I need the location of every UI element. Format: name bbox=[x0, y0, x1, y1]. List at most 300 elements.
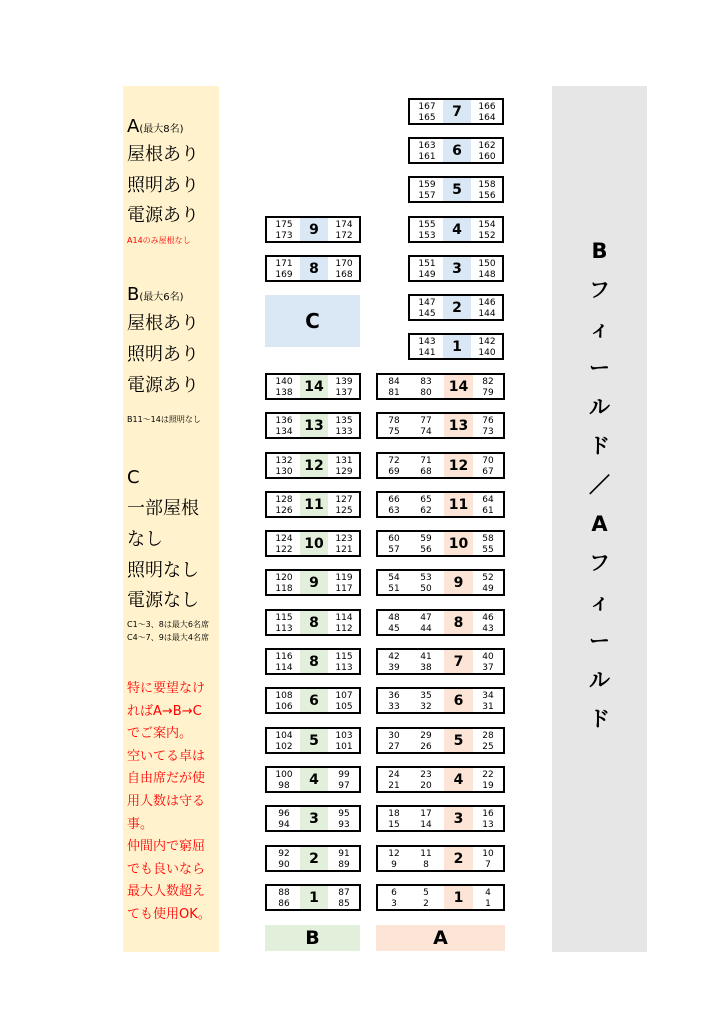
seat-number: 31 bbox=[482, 702, 494, 712]
legend-a-heading bbox=[127, 116, 184, 141]
seat-number: 2 bbox=[423, 899, 429, 909]
seat-number: 173 bbox=[275, 231, 293, 241]
seat-number: 44 bbox=[420, 624, 432, 634]
seat-number: 135 bbox=[335, 416, 353, 426]
seat-number: 1 bbox=[485, 899, 491, 909]
legend-a-line: 照明あり bbox=[127, 175, 199, 196]
seat-number: 172 bbox=[335, 231, 353, 241]
seat-number: 114 bbox=[275, 663, 293, 673]
area-c-label: C bbox=[265, 295, 360, 347]
seat-number: 67 bbox=[482, 467, 494, 477]
table-number: 1 bbox=[300, 886, 328, 909]
table-number: 9 bbox=[300, 218, 328, 241]
seat-number: 136 bbox=[275, 416, 293, 426]
seat-number: 96 bbox=[278, 809, 290, 819]
table-number: 7 bbox=[444, 650, 473, 673]
table-number: 4 bbox=[443, 218, 471, 241]
table-a[interactable] bbox=[376, 609, 505, 636]
table-b[interactable] bbox=[265, 452, 361, 479]
table-number: 6 bbox=[444, 689, 473, 712]
seat-number: 56 bbox=[420, 545, 432, 555]
seat-number: 30 bbox=[388, 731, 400, 741]
seat-number: 128 bbox=[275, 495, 293, 505]
table-number: 8 bbox=[300, 257, 328, 280]
table-number: 14 bbox=[444, 375, 473, 398]
seat-number: 73 bbox=[482, 427, 494, 437]
seat-number: 117 bbox=[335, 584, 353, 594]
seat-number: 121 bbox=[335, 545, 353, 555]
seat-number: 25 bbox=[482, 742, 494, 752]
seat-number: 16 bbox=[482, 809, 494, 819]
seat-number: 26 bbox=[420, 742, 432, 752]
table-b[interactable] bbox=[265, 805, 361, 832]
seat-number: 175 bbox=[275, 220, 293, 230]
seat-number: 100 bbox=[275, 770, 293, 780]
legend-c-heading: C bbox=[127, 467, 140, 488]
table-a[interactable] bbox=[376, 491, 505, 518]
legend-c-line: なし bbox=[127, 529, 163, 550]
seat-number: 70 bbox=[482, 456, 494, 466]
seat-number: 114 bbox=[335, 613, 353, 623]
seat-number: 113 bbox=[335, 663, 353, 673]
seat-number: 138 bbox=[275, 388, 293, 398]
seat-number: 115 bbox=[335, 652, 353, 662]
legend-a-note: A14のみ屋根なし bbox=[127, 236, 191, 245]
seat-number: 143 bbox=[418, 337, 436, 347]
legend-c-line: 一部屋根 bbox=[127, 498, 199, 519]
seat-number: 105 bbox=[335, 702, 353, 712]
field-label-text bbox=[552, 232, 647, 739]
seat-number: 18 bbox=[388, 809, 400, 819]
table-number: 7 bbox=[443, 100, 471, 123]
seat-number: 24 bbox=[388, 770, 400, 780]
seat-number: 153 bbox=[418, 231, 436, 241]
legend-a-line: 屋根あり bbox=[127, 144, 199, 165]
seat-number: 50 bbox=[420, 584, 432, 594]
table-number: 11 bbox=[444, 493, 473, 516]
table-a[interactable] bbox=[376, 648, 505, 675]
seat-number: 8 bbox=[423, 860, 429, 870]
seat-number: 10 bbox=[482, 849, 494, 859]
seat-number: 5 bbox=[423, 888, 429, 898]
table-a[interactable] bbox=[376, 412, 505, 439]
seat-number: 116 bbox=[275, 652, 293, 662]
seat-number: 162 bbox=[478, 141, 496, 151]
request-line: でご案内。 bbox=[127, 726, 193, 742]
table-b[interactable] bbox=[265, 648, 361, 675]
seat-number: 97 bbox=[338, 781, 350, 791]
seat-number: 145 bbox=[418, 309, 436, 319]
seat-number: 140 bbox=[275, 377, 293, 387]
seat-number: 78 bbox=[388, 416, 400, 426]
seat-number: 39 bbox=[388, 663, 400, 673]
seat-number: 21 bbox=[388, 781, 400, 791]
table-b[interactable] bbox=[265, 373, 361, 400]
seat-number: 77 bbox=[420, 416, 432, 426]
seat-number: 126 bbox=[275, 506, 293, 516]
seat-number: 36 bbox=[388, 691, 400, 701]
table-number: 13 bbox=[300, 414, 328, 437]
table-number: 1 bbox=[443, 335, 471, 358]
seat-number: 75 bbox=[388, 427, 400, 437]
seat-number: 29 bbox=[420, 731, 432, 741]
table-number: 9 bbox=[444, 571, 473, 594]
seat-number: 83 bbox=[420, 377, 432, 387]
table-number: 9 bbox=[300, 571, 328, 594]
table-number: 13 bbox=[444, 414, 473, 437]
seat-number: 43 bbox=[482, 624, 494, 634]
seat-number: 76 bbox=[482, 416, 494, 426]
seat-number: 92 bbox=[278, 849, 290, 859]
seat-number: 106 bbox=[275, 702, 293, 712]
table-b[interactable] bbox=[265, 609, 361, 636]
request-line: ても使用OK。 bbox=[127, 906, 211, 922]
seat-number: 42 bbox=[388, 652, 400, 662]
seat-number: 149 bbox=[418, 270, 436, 280]
table-number: 14 bbox=[300, 375, 328, 398]
seat-number: 20 bbox=[420, 781, 432, 791]
table-a[interactable] bbox=[376, 766, 505, 793]
table-c[interactable] bbox=[265, 255, 361, 282]
seat-number: 118 bbox=[275, 584, 293, 594]
seat-number: 37 bbox=[482, 663, 494, 673]
table-number: 8 bbox=[444, 611, 473, 634]
seat-number: 59 bbox=[420, 534, 432, 544]
request-line: 事。 bbox=[127, 816, 154, 832]
request-line: ればA→B→C bbox=[127, 703, 202, 719]
seat-number: 103 bbox=[335, 731, 353, 741]
seat-number: 22 bbox=[482, 770, 494, 780]
request-line: 用人数は守る bbox=[127, 793, 206, 809]
table-b[interactable] bbox=[265, 845, 361, 872]
seat-number: 129 bbox=[335, 467, 353, 477]
seat-number: 94 bbox=[278, 820, 290, 830]
field-label-char: ー bbox=[589, 629, 610, 653]
seat-number: 34 bbox=[482, 691, 494, 701]
seat-number: 112 bbox=[335, 624, 353, 634]
table-b[interactable] bbox=[265, 884, 361, 911]
table-number: 10 bbox=[300, 532, 328, 555]
seat-number: 11 bbox=[420, 849, 432, 859]
seat-number: 90 bbox=[278, 860, 290, 870]
seat-number: 122 bbox=[275, 545, 293, 555]
seat-number: 168 bbox=[335, 270, 353, 280]
seat-number: 163 bbox=[418, 141, 436, 151]
seat-number: 93 bbox=[338, 820, 350, 830]
seat-number: 154 bbox=[478, 220, 496, 230]
seat-number: 91 bbox=[338, 849, 350, 859]
table-number: 6 bbox=[300, 689, 328, 712]
seat-number: 53 bbox=[420, 573, 432, 583]
seat-number: 54 bbox=[388, 573, 400, 583]
seat-number: 170 bbox=[335, 259, 353, 269]
seat-number: 69 bbox=[388, 467, 400, 477]
seat-number: 14 bbox=[420, 820, 432, 830]
seat-number: 125 bbox=[335, 506, 353, 516]
legend-c-note: C4～7、9は最大4名席 bbox=[127, 633, 209, 642]
seat-number: 49 bbox=[482, 584, 494, 594]
table-number: 11 bbox=[300, 493, 328, 516]
legend-a-letter: A bbox=[127, 116, 140, 137]
table-a[interactable] bbox=[376, 727, 505, 754]
table-b[interactable] bbox=[265, 569, 361, 596]
seat-number: 40 bbox=[482, 652, 494, 662]
seat-number: 137 bbox=[335, 388, 353, 398]
table-a[interactable] bbox=[376, 452, 505, 479]
seat-number: 150 bbox=[478, 259, 496, 269]
seat-number: 133 bbox=[335, 427, 353, 437]
legend-a-line: 電源あり bbox=[127, 205, 199, 226]
table-number: 8 bbox=[300, 611, 328, 634]
table-number: 3 bbox=[300, 807, 328, 830]
table-a[interactable] bbox=[376, 884, 505, 911]
seat-number: 144 bbox=[478, 309, 496, 319]
seat-number: 102 bbox=[275, 742, 293, 752]
area-a-label: A bbox=[376, 925, 505, 951]
seat-number: 107 bbox=[335, 691, 353, 701]
seat-number: 140 bbox=[478, 348, 496, 358]
request-note bbox=[127, 678, 219, 927]
seat-number: 131 bbox=[335, 456, 353, 466]
table-number: 8 bbox=[300, 650, 328, 673]
area-b-label: B bbox=[265, 925, 360, 951]
legend-b-line: 照明あり bbox=[127, 344, 199, 365]
seat-number: 156 bbox=[478, 191, 496, 201]
seat-number: 4 bbox=[485, 888, 491, 898]
seat-number: 115 bbox=[275, 613, 293, 623]
legend-b-capacity: (最大6名) bbox=[139, 292, 184, 303]
seat-number: 152 bbox=[478, 231, 496, 241]
seat-number: 165 bbox=[418, 113, 436, 123]
seat-number: 62 bbox=[420, 506, 432, 516]
seat-number: 23 bbox=[420, 770, 432, 780]
table-b[interactable] bbox=[265, 491, 361, 518]
seat-number: 33 bbox=[388, 702, 400, 712]
seat-number: 155 bbox=[418, 220, 436, 230]
table-c[interactable] bbox=[408, 137, 504, 164]
seat-number: 157 bbox=[418, 191, 436, 201]
seat-number: 158 bbox=[478, 180, 496, 190]
seat-number: 89 bbox=[338, 860, 350, 870]
seat-number: 55 bbox=[482, 545, 494, 555]
table-c[interactable] bbox=[408, 216, 504, 243]
seat-number: 51 bbox=[388, 584, 400, 594]
field-label-char: ド bbox=[589, 707, 610, 731]
seat-number: 52 bbox=[482, 573, 494, 583]
seat-number: 9 bbox=[391, 860, 397, 870]
request-line: 仲間内で窮屈 bbox=[127, 839, 206, 855]
table-number: 1 bbox=[444, 886, 473, 909]
request-line: 自由席だが使 bbox=[127, 771, 206, 787]
seat-number: 27 bbox=[388, 742, 400, 752]
seat-number: 12 bbox=[388, 849, 400, 859]
seat-number: 68 bbox=[420, 467, 432, 477]
legend-c-line: 照明なし bbox=[127, 560, 199, 581]
seat-number: 148 bbox=[478, 270, 496, 280]
seat-number: 60 bbox=[388, 534, 400, 544]
seat-number: 79 bbox=[482, 388, 494, 398]
table-a[interactable] bbox=[376, 569, 505, 596]
seat-number: 32 bbox=[420, 702, 432, 712]
seat-number: 84 bbox=[388, 377, 400, 387]
seat-number: 46 bbox=[482, 613, 494, 623]
legend-b-line: 屋根あり bbox=[127, 313, 199, 334]
table-c[interactable] bbox=[408, 294, 504, 321]
table-b[interactable] bbox=[265, 766, 361, 793]
request-line: 最大人数超え bbox=[127, 884, 206, 900]
table-b[interactable] bbox=[265, 530, 361, 557]
seat-number: 120 bbox=[275, 573, 293, 583]
table-a[interactable] bbox=[376, 373, 505, 400]
seat-number: 151 bbox=[418, 259, 436, 269]
field-label-char: ル bbox=[589, 395, 610, 419]
seat-number: 174 bbox=[335, 220, 353, 230]
seat-number: 108 bbox=[275, 691, 293, 701]
seat-number: 61 bbox=[482, 506, 494, 516]
seat-number: 38 bbox=[420, 663, 432, 673]
seat-number: 101 bbox=[335, 742, 353, 752]
seat-number: 80 bbox=[420, 388, 432, 398]
table-number: 2 bbox=[300, 847, 328, 870]
table-a[interactable] bbox=[376, 687, 505, 714]
field-label-char: ィ bbox=[589, 317, 610, 341]
legend-b-heading bbox=[127, 284, 184, 309]
seat-number: 132 bbox=[275, 456, 293, 466]
seat-number: 86 bbox=[278, 899, 290, 909]
seat-number: 142 bbox=[478, 337, 496, 347]
table-number: 12 bbox=[300, 454, 328, 477]
seat-number: 161 bbox=[418, 152, 436, 162]
legend-b-line: 電源あり bbox=[127, 375, 199, 396]
field-label-char: フ bbox=[589, 278, 610, 302]
seat-number: 127 bbox=[335, 495, 353, 505]
table-number: 3 bbox=[443, 257, 471, 280]
legend-a-capacity: (最大8名) bbox=[139, 124, 184, 135]
seat-number: 13 bbox=[482, 820, 494, 830]
seat-number: 166 bbox=[478, 102, 496, 112]
seat-number: 169 bbox=[275, 270, 293, 280]
legend-c-line: 電源なし bbox=[127, 590, 199, 611]
seat-number: 74 bbox=[420, 427, 432, 437]
table-number: 10 bbox=[444, 532, 473, 555]
seat-number: 65 bbox=[420, 495, 432, 505]
seat-number: 63 bbox=[388, 506, 400, 516]
seat-number: 134 bbox=[275, 427, 293, 437]
table-b[interactable] bbox=[265, 727, 361, 754]
table-c[interactable] bbox=[408, 255, 504, 282]
seat-number: 95 bbox=[338, 809, 350, 819]
seat-number: 15 bbox=[388, 820, 400, 830]
seat-number: 17 bbox=[420, 809, 432, 819]
seat-number: 19 bbox=[482, 781, 494, 791]
seat-number: 104 bbox=[275, 731, 293, 741]
seat-number: 167 bbox=[418, 102, 436, 112]
seat-number: 139 bbox=[335, 377, 353, 387]
seat-number: 113 bbox=[275, 624, 293, 634]
table-number: 5 bbox=[300, 729, 328, 752]
table-number: 5 bbox=[443, 178, 471, 201]
seat-number: 82 bbox=[482, 377, 494, 387]
table-number: 12 bbox=[444, 454, 473, 477]
request-line: でも良いなら bbox=[127, 861, 206, 877]
seat-number: 124 bbox=[275, 534, 293, 544]
seat-number: 147 bbox=[418, 298, 436, 308]
table-c[interactable] bbox=[408, 333, 504, 360]
seat-number: 47 bbox=[420, 613, 432, 623]
table-number: 3 bbox=[444, 807, 473, 830]
seat-number: 48 bbox=[388, 613, 400, 623]
request-line: 特に要望なけ bbox=[127, 681, 206, 696]
seat-number: 28 bbox=[482, 731, 494, 741]
seat-number: 6 bbox=[391, 888, 397, 898]
table-c[interactable] bbox=[265, 216, 361, 243]
seat-number: 98 bbox=[278, 781, 290, 791]
seat-number: 85 bbox=[338, 899, 350, 909]
table-number: 2 bbox=[443, 296, 471, 319]
seat-number: 58 bbox=[482, 534, 494, 544]
seat-number: 141 bbox=[418, 348, 436, 358]
field-label-char: ー bbox=[589, 356, 610, 380]
table-a[interactable] bbox=[376, 530, 505, 557]
legend-b-note: B11～14は照明なし bbox=[127, 415, 201, 424]
seat-number: 99 bbox=[338, 770, 350, 780]
legend-panel bbox=[123, 86, 219, 952]
seat-number: 123 bbox=[335, 534, 353, 544]
table-number: 4 bbox=[300, 768, 328, 791]
seat-number: 171 bbox=[275, 259, 293, 269]
seat-number: 88 bbox=[278, 888, 290, 898]
legend-b-letter: B bbox=[127, 284, 140, 305]
field-label-char: A bbox=[591, 512, 608, 536]
field-label-char: B bbox=[591, 239, 608, 263]
legend-c-note: C1～3、8は最大6名席 bbox=[127, 620, 209, 629]
seat-number: 164 bbox=[478, 113, 496, 123]
seat-number: 3 bbox=[391, 899, 397, 909]
table-a[interactable] bbox=[376, 805, 505, 832]
seat-number: 159 bbox=[418, 180, 436, 190]
seat-number: 66 bbox=[388, 495, 400, 505]
seat-number: 130 bbox=[275, 467, 293, 477]
seat-number: 72 bbox=[388, 456, 400, 466]
table-number: 4 bbox=[444, 768, 473, 791]
table-b[interactable] bbox=[265, 687, 361, 714]
seat-number: 45 bbox=[388, 624, 400, 634]
table-a[interactable] bbox=[376, 845, 505, 872]
field-label-char: フ bbox=[589, 551, 610, 575]
table-c[interactable] bbox=[408, 176, 504, 203]
field-label-char: ド bbox=[589, 434, 610, 458]
seat-number: 160 bbox=[478, 152, 496, 162]
seat-number: 7 bbox=[485, 860, 491, 870]
seat-number: 41 bbox=[420, 652, 432, 662]
seat-number: 64 bbox=[482, 495, 494, 505]
seat-number: 57 bbox=[388, 545, 400, 555]
field-label-char: ／ bbox=[589, 473, 610, 497]
field-label-panel bbox=[552, 86, 647, 952]
table-c[interactable] bbox=[408, 98, 504, 125]
seat-number: 146 bbox=[478, 298, 496, 308]
seat-number: 71 bbox=[420, 456, 432, 466]
table-b[interactable] bbox=[265, 412, 361, 439]
table-number: 6 bbox=[443, 139, 471, 162]
seat-number: 81 bbox=[388, 388, 400, 398]
field-label-char: ィ bbox=[589, 590, 610, 614]
seat-number: 35 bbox=[420, 691, 432, 701]
field-label-char: ル bbox=[589, 668, 610, 692]
table-number: 5 bbox=[444, 729, 473, 752]
seat-number: 119 bbox=[335, 573, 353, 583]
request-line: 空いてる卓は bbox=[127, 748, 206, 764]
